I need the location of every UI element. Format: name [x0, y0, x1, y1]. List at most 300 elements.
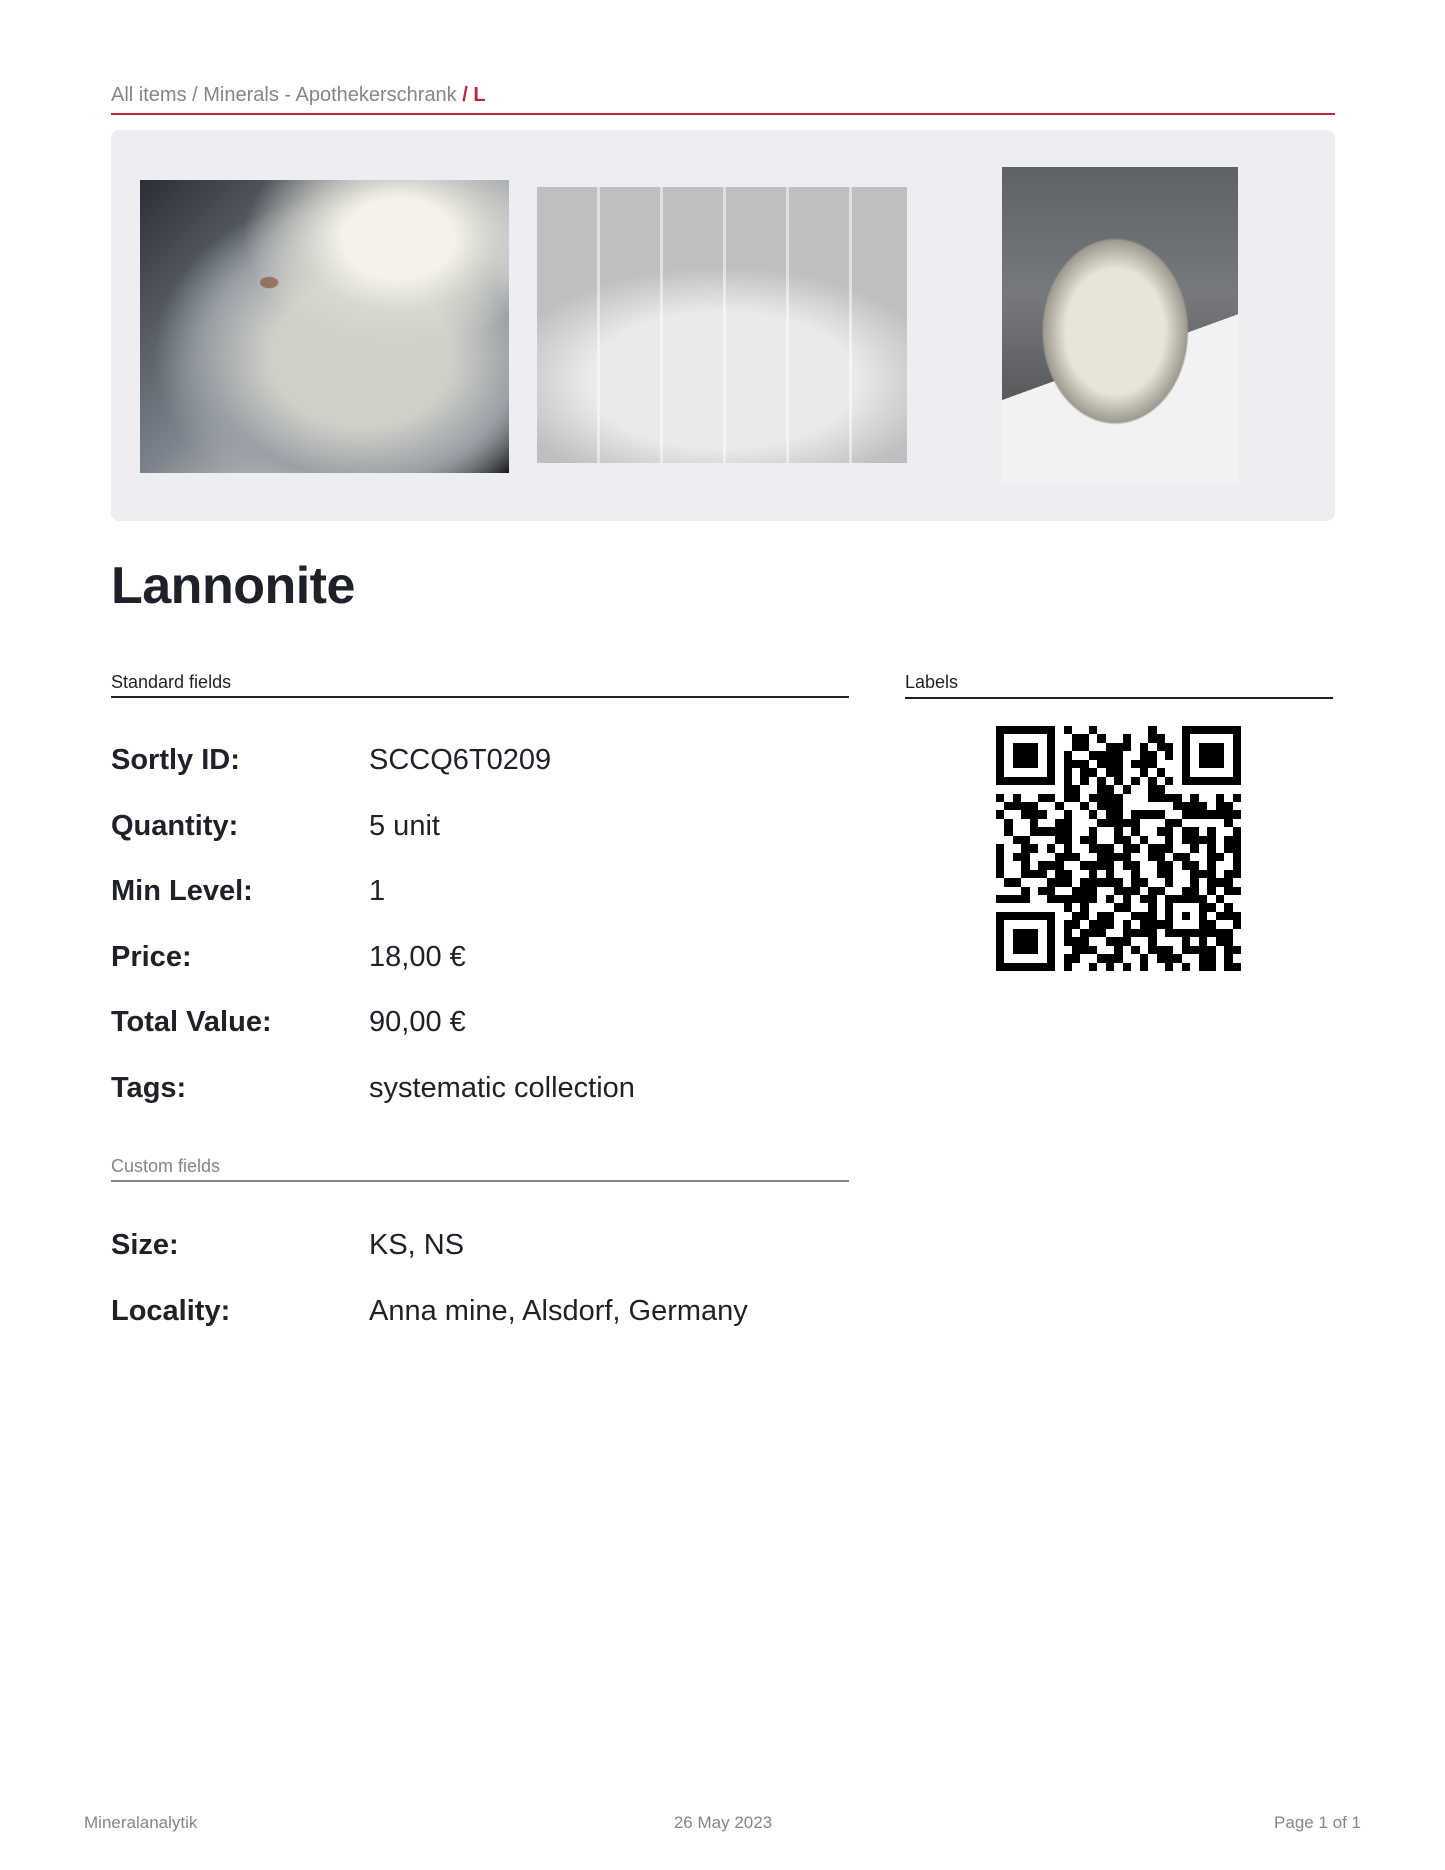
qr-module [1224, 760, 1232, 768]
qr-module [1157, 734, 1165, 742]
qr-module [1207, 810, 1215, 818]
qr-module [1123, 878, 1131, 886]
field-value: 18,00 € [369, 941, 466, 973]
qr-module [1148, 734, 1156, 742]
qr-module [1004, 810, 1012, 818]
qr-module [1157, 760, 1165, 768]
qr-module [1190, 853, 1198, 861]
qr-module [1199, 844, 1207, 852]
qr-module [1089, 827, 1097, 835]
qr-module [1233, 794, 1241, 802]
qr-module [1224, 785, 1232, 793]
qr-module [1148, 751, 1156, 759]
qr-module [1224, 946, 1232, 954]
qr-module [1224, 870, 1232, 878]
field-label: Sortly ID: [111, 744, 240, 776]
qr-module [1216, 836, 1224, 844]
qr-module [1080, 920, 1088, 928]
qr-module [1182, 726, 1190, 734]
qr-module [1165, 743, 1173, 751]
qr-module [1173, 836, 1181, 844]
qr-module [1207, 760, 1215, 768]
qr-module [1021, 895, 1029, 903]
qr-module [1072, 937, 1080, 945]
qr-module [1131, 937, 1139, 945]
qr-module [1233, 760, 1241, 768]
qr-module [1114, 827, 1122, 835]
qr-module [1038, 887, 1046, 895]
qr-module [1165, 887, 1173, 895]
qr-module [1038, 912, 1046, 920]
qr-module [1064, 844, 1072, 852]
qr-module [1004, 785, 1012, 793]
qr-module [1114, 895, 1122, 903]
qr-module [1064, 929, 1072, 937]
qr-module [1199, 743, 1207, 751]
qr-module [1021, 751, 1029, 759]
qr-module [1013, 946, 1021, 954]
qr-module [1004, 929, 1012, 937]
qr-module [1123, 785, 1131, 793]
qr-module [1080, 937, 1088, 945]
qr-module [1224, 802, 1232, 810]
qr-module [1148, 810, 1156, 818]
qr-module [1097, 760, 1105, 768]
qr-module [1216, 929, 1224, 937]
qr-module [1182, 810, 1190, 818]
qr-module [1089, 777, 1097, 785]
qr-module [1233, 929, 1241, 937]
qr-module [1055, 903, 1063, 911]
qr-module [1123, 844, 1131, 852]
qr-module [1055, 810, 1063, 818]
qr-module [1216, 954, 1224, 962]
qr-module [1216, 794, 1224, 802]
qr-module [1021, 785, 1029, 793]
qr-module [1173, 777, 1181, 785]
qr-module [1072, 827, 1080, 835]
qr-module [1106, 844, 1114, 852]
qr-module [1013, 895, 1021, 903]
qr-module [1089, 785, 1097, 793]
qr-module [1047, 734, 1055, 742]
qr-module [1106, 903, 1114, 911]
qr-module [1199, 903, 1207, 911]
qr-module [1004, 903, 1012, 911]
qr-module [1224, 895, 1232, 903]
qr-module [1030, 760, 1038, 768]
qr-module [1089, 903, 1097, 911]
qr-module [1182, 777, 1190, 785]
qr-module [1148, 963, 1156, 971]
qr-module [1140, 768, 1148, 776]
qr-module [1030, 903, 1038, 911]
qr-module [1064, 912, 1072, 920]
qr-module [1038, 853, 1046, 861]
qr-module [1165, 920, 1173, 928]
qr-module [1080, 903, 1088, 911]
qr-module [1030, 726, 1038, 734]
qr-module [1148, 912, 1156, 920]
qr-module [996, 844, 1004, 852]
photo-crystals-macro[interactable] [140, 180, 509, 473]
qr-module [1089, 870, 1097, 878]
qr-module [1055, 734, 1063, 742]
qr-module [1080, 836, 1088, 844]
qr-module [1072, 895, 1080, 903]
qr-module [1080, 768, 1088, 776]
qr-module [1055, 895, 1063, 903]
qr-module [1030, 912, 1038, 920]
qr-module [1030, 920, 1038, 928]
qr-module [1140, 827, 1148, 835]
qr-module [1207, 743, 1215, 751]
qr-module [1064, 861, 1072, 869]
qr-module [1013, 794, 1021, 802]
photo-specimen-boxes[interactable] [537, 187, 907, 463]
qr-module [1233, 870, 1241, 878]
qr-module [1165, 912, 1173, 920]
qr-module [1216, 751, 1224, 759]
qr-module [1055, 794, 1063, 802]
qr-module [1131, 920, 1139, 928]
qr-module [1157, 878, 1165, 886]
qr-module [1013, 751, 1021, 759]
qr-module [1157, 903, 1165, 911]
qr-module [996, 827, 1004, 835]
qr-module [1038, 895, 1046, 903]
qr-module [1021, 870, 1029, 878]
qr-module [1131, 768, 1139, 776]
qr-module [1114, 802, 1122, 810]
qr-module [1080, 726, 1088, 734]
qr-module [1157, 802, 1165, 810]
qr-module [1199, 836, 1207, 844]
qr-module [1216, 819, 1224, 827]
qr-module [1190, 827, 1198, 835]
qr-module [996, 751, 1004, 759]
qr-module [1114, 903, 1122, 911]
qr-module [1233, 887, 1241, 895]
qr-module [1207, 751, 1215, 759]
qr-module [996, 726, 1004, 734]
qr-module [1165, 810, 1173, 818]
photo-specimen-closeup[interactable] [1002, 167, 1238, 483]
footer-page-number: Page 1 of 1 [1274, 1813, 1361, 1832]
qr-module [1123, 819, 1131, 827]
qr-module [1182, 895, 1190, 903]
qr-module [1064, 751, 1072, 759]
qr-module [1106, 853, 1114, 861]
qr-module [1216, 785, 1224, 793]
qr-module [996, 734, 1004, 742]
qr-module [1157, 895, 1165, 903]
labels-heading: Labels [905, 672, 959, 692]
qr-module [1080, 802, 1088, 810]
qr-module [1173, 929, 1181, 937]
qr-module [1080, 760, 1088, 768]
qr-module [1021, 887, 1029, 895]
qr-module [1064, 937, 1072, 945]
qr-module [1114, 878, 1122, 886]
qr-module [1148, 836, 1156, 844]
qr-module [1131, 912, 1139, 920]
qr-module [1173, 878, 1181, 886]
labels-divider [905, 697, 1333, 699]
qr-module [1216, 844, 1224, 852]
qr-module [1064, 794, 1072, 802]
qr-module [1013, 802, 1021, 810]
qr-module [1173, 861, 1181, 869]
qr-module [1165, 819, 1173, 827]
qr-module [1173, 768, 1181, 776]
qr-module [1123, 743, 1131, 751]
qr-module [1140, 878, 1148, 886]
breadcrumb-path[interactable]: All items / Minerals - Apothekerschrank [111, 84, 463, 106]
qr-module [1157, 946, 1165, 954]
qr-module [1173, 887, 1181, 895]
qr-module [1013, 734, 1021, 742]
field-value: 5 unit [369, 810, 440, 842]
qr-module [1123, 912, 1131, 920]
qr-module [1123, 751, 1131, 759]
field-label: Min Level: [111, 875, 253, 907]
standard-fields-divider [111, 696, 849, 698]
qr-module [1148, 853, 1156, 861]
qr-module [1114, 794, 1122, 802]
qr-module [1047, 903, 1055, 911]
qr-module [1021, 827, 1029, 835]
qr-module [1190, 878, 1198, 886]
qr-module [1199, 785, 1207, 793]
qr-module [1097, 920, 1105, 928]
qr-module [1038, 870, 1046, 878]
qr-module [1047, 937, 1055, 945]
qr-module [1190, 751, 1198, 759]
qr-module [1131, 810, 1139, 818]
qr-module [1114, 844, 1122, 852]
qr-module [1131, 836, 1139, 844]
qr-module [1114, 870, 1122, 878]
qr-module [1097, 794, 1105, 802]
qr-module [1013, 861, 1021, 869]
qr-module [1089, 726, 1097, 734]
qr-module [1190, 768, 1198, 776]
qr-module [1072, 768, 1080, 776]
qr-module [1123, 887, 1131, 895]
qr-module [1123, 768, 1131, 776]
qr-module [1216, 743, 1224, 751]
qr-module [996, 861, 1004, 869]
qr-module [1114, 734, 1122, 742]
qr-module [1114, 836, 1122, 844]
qr-module [1004, 777, 1012, 785]
qr-module [1089, 912, 1097, 920]
qr-module [1131, 844, 1139, 852]
qr-module [1199, 861, 1207, 869]
qr-module [1140, 954, 1148, 962]
qr-module [1233, 734, 1241, 742]
qr-module [1064, 726, 1072, 734]
qr-module [1064, 895, 1072, 903]
qr-module [1182, 827, 1190, 835]
qr-module [1055, 777, 1063, 785]
qr-module [1055, 844, 1063, 852]
qr-module [1199, 768, 1207, 776]
qr-module [1182, 836, 1190, 844]
qr-module [1021, 929, 1029, 937]
qr-module [1199, 794, 1207, 802]
qr-module [1173, 726, 1181, 734]
qr-module [1097, 878, 1105, 886]
qr-module [1207, 844, 1215, 852]
qr-module [996, 743, 1004, 751]
qr-module [1013, 920, 1021, 928]
qr-module [1199, 920, 1207, 928]
qr-module [1224, 827, 1232, 835]
qr-module [1072, 920, 1080, 928]
qr-module [1097, 743, 1105, 751]
qr-module [1097, 929, 1105, 937]
qr-module [1097, 895, 1105, 903]
qr-module [1106, 963, 1114, 971]
qr-module [1148, 861, 1156, 869]
qr-module [1038, 878, 1046, 886]
qr-module [1165, 777, 1173, 785]
qr-module [1165, 878, 1173, 886]
qr-module [1064, 768, 1072, 776]
qr-module [1190, 743, 1198, 751]
qr-module [1199, 912, 1207, 920]
qr-module [1182, 920, 1190, 928]
qr-module [1190, 929, 1198, 937]
qr-module [1233, 827, 1241, 835]
qr-module [1080, 810, 1088, 818]
qr-module [1157, 743, 1165, 751]
qr-module [1199, 870, 1207, 878]
qr-module [1047, 794, 1055, 802]
qr-module [1199, 878, 1207, 886]
qr-module [996, 903, 1004, 911]
qr-module [1072, 929, 1080, 937]
qr-module [1021, 853, 1029, 861]
footer-date: 26 May 2023 [673, 1813, 773, 1832]
qr-module [1064, 887, 1072, 895]
qr-module [1038, 768, 1046, 776]
qr-module [1114, 777, 1122, 785]
qr-module [1097, 751, 1105, 759]
qr-module [1064, 819, 1072, 827]
qr-module [1055, 726, 1063, 734]
qr-module [1114, 785, 1122, 793]
qr-module [1106, 929, 1114, 937]
qr-module [1199, 734, 1207, 742]
qr-module [1207, 777, 1215, 785]
field-label: Size: [111, 1229, 179, 1261]
qr-module [1140, 743, 1148, 751]
qr-module [996, 785, 1004, 793]
qr-module [1080, 878, 1088, 886]
qr-module [1080, 870, 1088, 878]
qr-module [1038, 903, 1046, 911]
qr-module [1123, 726, 1131, 734]
qr-module [1021, 844, 1029, 852]
qr-module [1173, 903, 1181, 911]
qr-module [1047, 878, 1055, 886]
qr-module [1182, 734, 1190, 742]
qr-module [1013, 853, 1021, 861]
qr-module [1013, 963, 1021, 971]
qr-module [1114, 920, 1122, 928]
qr-module [1038, 937, 1046, 945]
qr-module [1055, 946, 1063, 954]
qr-module [1030, 870, 1038, 878]
qr-module [1233, 946, 1241, 954]
qr-module [1233, 861, 1241, 869]
qr-module [996, 777, 1004, 785]
qr-module [1165, 726, 1173, 734]
qr-module [1224, 836, 1232, 844]
qr-module [1047, 751, 1055, 759]
qr-module [1173, 743, 1181, 751]
qr-module [1216, 946, 1224, 954]
qr-module [1216, 920, 1224, 928]
qr-module [1089, 929, 1097, 937]
qr-module [1021, 920, 1029, 928]
qr-module [1123, 929, 1131, 937]
qr-module [1047, 743, 1055, 751]
qr-module [1131, 794, 1139, 802]
qr-module [1165, 794, 1173, 802]
qr-module [1157, 777, 1165, 785]
qr-module [1182, 954, 1190, 962]
qr-module [1055, 920, 1063, 928]
qr-module [996, 954, 1004, 962]
qr-module [1114, 751, 1122, 759]
qr-module [1004, 895, 1012, 903]
qr-module [1190, 726, 1198, 734]
qr-module [1038, 734, 1046, 742]
qr-module [1004, 760, 1012, 768]
qr-module [1097, 785, 1105, 793]
qr-module [1190, 802, 1198, 810]
qr-module [1199, 946, 1207, 954]
qr-module [1055, 827, 1063, 835]
qr-module [1097, 963, 1105, 971]
qr-module [1140, 870, 1148, 878]
qr-module [1072, 760, 1080, 768]
qr-module [1106, 946, 1114, 954]
qr-module [1072, 819, 1080, 827]
qr-module [1038, 844, 1046, 852]
qr-module [1216, 870, 1224, 878]
qr-module [1106, 751, 1114, 759]
qr-module [1216, 937, 1224, 945]
qr-module [1199, 853, 1207, 861]
qr-module [1173, 785, 1181, 793]
qr-module [1131, 895, 1139, 903]
qr-module [1114, 946, 1122, 954]
qr-module [1148, 878, 1156, 886]
qr-module [1123, 937, 1131, 945]
qr-module [996, 920, 1004, 928]
qr-module [1021, 878, 1029, 886]
qr-module [1148, 929, 1156, 937]
qr-module [1157, 794, 1165, 802]
qr-module [1013, 819, 1021, 827]
qr-module [1038, 760, 1046, 768]
field-value: Anna mine, Alsdorf, Germany [369, 1295, 748, 1327]
